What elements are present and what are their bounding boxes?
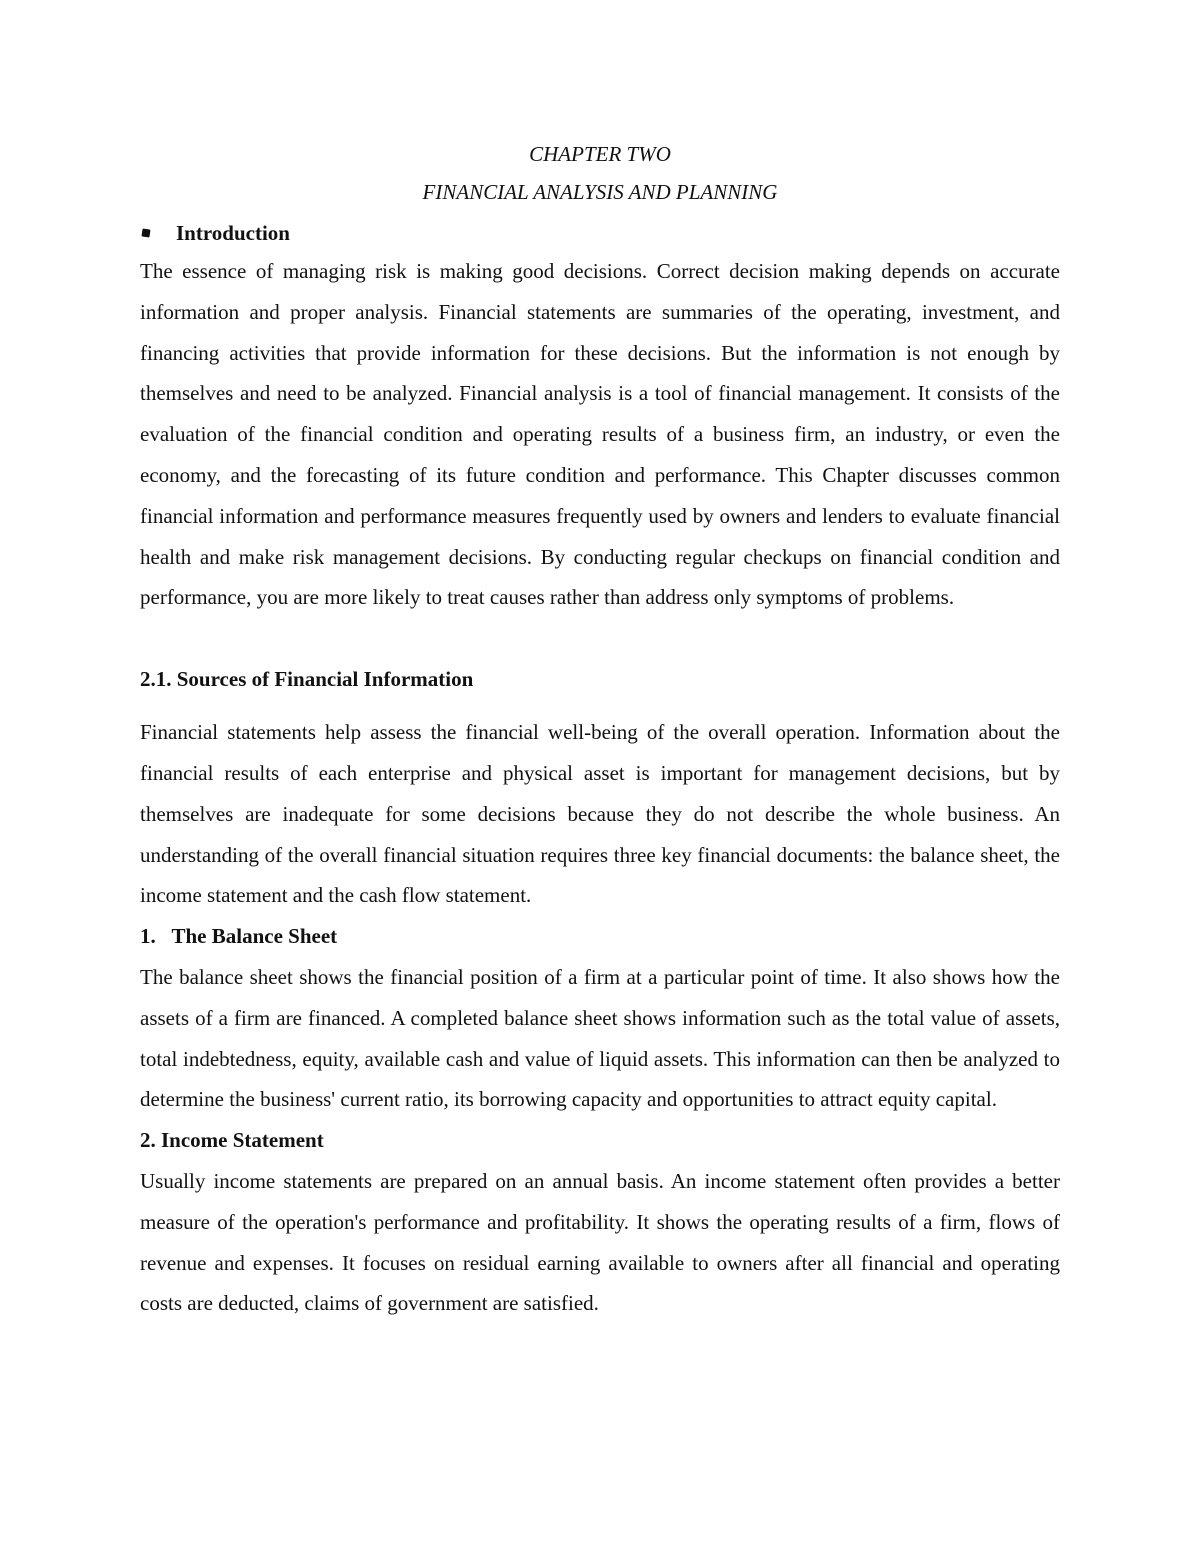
section-2-1-heading: 2.1. Sources of Financial Information [140, 667, 474, 692]
balance-sheet-heading [140, 916, 1060, 957]
balance-sheet-title: The Balance Sheet [171, 924, 338, 949]
chapter-subtitle: FINANCIAL ANALYSIS AND PLANNING [422, 180, 778, 204]
balance-sheet-number: 1. [140, 924, 156, 949]
section-2-1-paragraph: Financial statements help assess the financial well-being of the overall operation. Information about the financial results of each enterprise and physical asset is important for management decisions, but by themselves are inadequate for some decisions because they do not describe the whole business. An understanding of the overall financial situation requires three key financial documents: the balance sheet, the income statement and the cash flow statement. [140, 720, 1060, 908]
introduction-heading-row [140, 215, 1060, 251]
bullet-icon [140, 215, 154, 251]
income-statement-heading: 2. Income Statement [140, 1128, 324, 1153]
introduction-heading: Introduction [176, 221, 290, 245]
page-content [140, 136, 1060, 1324]
income-statement-paragraph: Usually income statements are prepared on an annual basis. An income statement often provides a better measure of the operation's performance and profitability. It shows the operating results of a firm, flows of revenue and expenses. It focuses on residual earning available to owners after all financial and operating costs are deducted, claims of government are satisfied. [140, 1168, 1060, 1316]
introduction-paragraph: The essence of managing risk is making good decisions. Correct decision making depends on accurate information and proper analysis. Financial statements are summaries of the operating, investment, and financing activities that provide information for these decisions. But the information is not enough by themselves and need to be analyzed. Financial analysis is a tool of financial management. It consists of the evaluation of the financial condition and operating results of a business firm, an industry, or even the economy, and the forecasting of its future condition and performance. This Chapter discusses common financial information and performance measures frequently used by owners and lenders to evaluate financial health and make risk management decisions. By conducting regular checkups on financial condition and performance, you are more likely to treat causes rather than address only symptoms of problems. [140, 259, 1060, 610]
balance-sheet-paragraph: The balance sheet shows the financial position of a firm at a particular point of time. It also shows how the assets of a firm are financed. A completed balance sheet shows information such as the total value of assets, total indebtedness, equity, available cash and value of liquid assets. This information can then be analyzed to determine the business' current ratio, its borrowing capacity and opportunities to attract equity capital. [140, 964, 1060, 1112]
chapter-title: CHAPTER TWO [529, 142, 671, 166]
